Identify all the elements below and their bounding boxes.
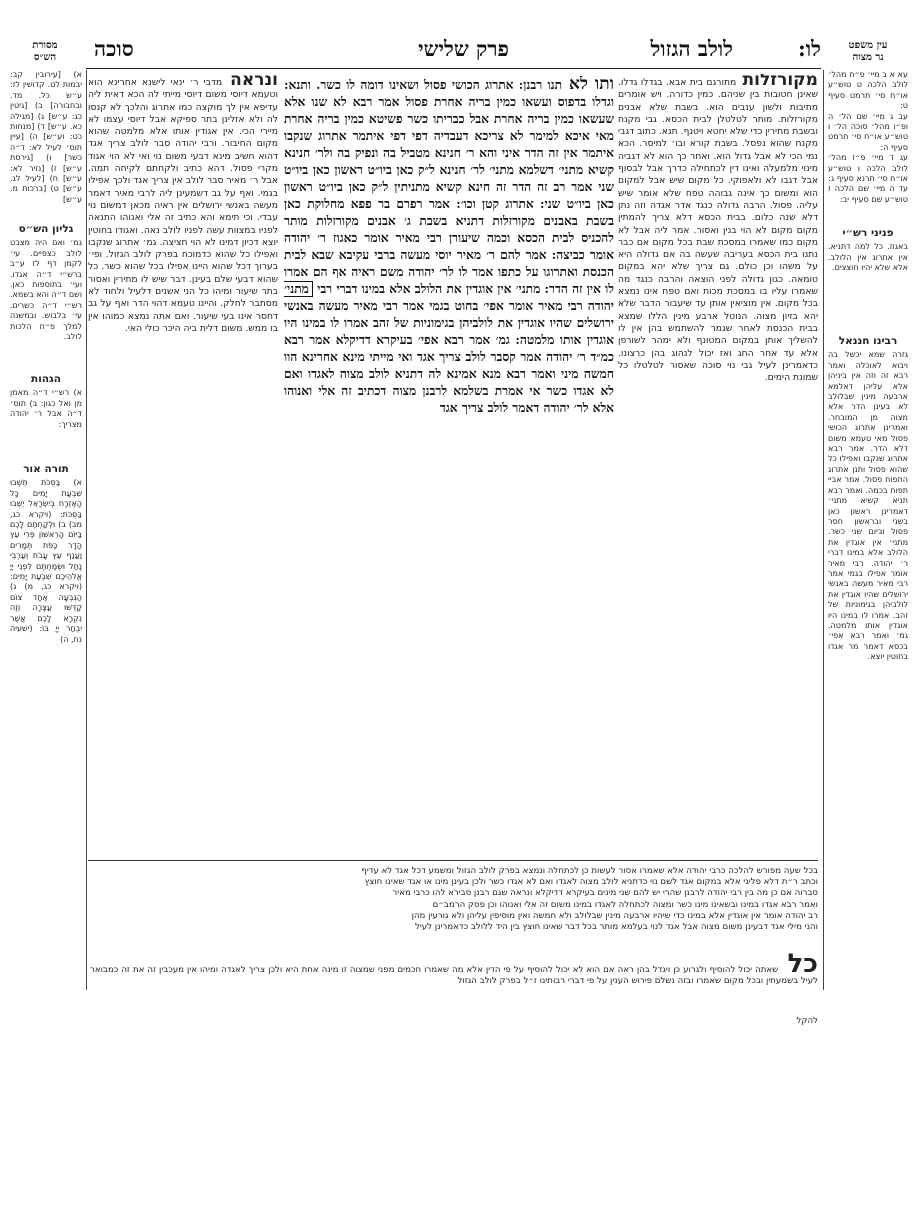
mishnah-marker: מתני׳ <box>284 281 313 297</box>
gemara-opening-word: ותו לא <box>562 76 614 94</box>
ein-mishpat-title: עין משפט נר מצוה <box>848 40 888 63</box>
gilyon-hashas-text: גמ׳ ואם היה מצבט לולב כצפיים. עי׳ לקמן דף לז ע״ב ברש״י ד״ה אגדו. ועי׳ בתוספות כאן. ושם ד״ה והא בשמא. רש״י ד״ה כשרים. עי׳ בלבוש. ובמשנה למלך פ״ח הלכות לולב. <box>10 238 82 342</box>
lower-line: בכל שעה מפורש להלכה כרבי יהודה אלא שאמרו אסור לעשות כן לכתחלה ונמצא בפרק לולב הגזול ומשמע דכל אגד לא עדיף <box>361 866 818 876</box>
tosafot-text: מדבי ר׳ ינאי לישנא אחרינא הוא וטעמא דיוסי משום דיוסי מייתי לה הכא דאית ליה עדיפא אין לך מוקצה כמו אתרוג והלכך לא קנסו לה ולא אזלינן בתר ספיקא אבל דיוסי עצמו לא מיירי הכי. אין אגודין אותו אלא מלמטה שהוא מקום החיבור. ורבי יהודה סבר לולב צריך אגד דהוא חשיב מינא דבעי משום נוי ואי לא הוי אגוד מקרי פסול. דהא כתיב ולקחתם לקיחה תמה. אבל ר׳ מאיר סבר לולב אין צריך אגד ולכך אפילו בגמי. ואף על גב דשמעינן ליה לרבי מאיר דאמר מעשה באנשי ירושלים אין ראיה מכאן דמשום נוי עבדי. וכי תימא והא כתיב זה אלי ואנוהו התנאה לפניו במצוות עשה לפניו לולב נאה. ואגודו בחוטין יוצא דכיון דמינו לא הוי חציצה. גמ׳ אתרוג שנקבו ואפילו כל שהוא כדמוכח בפרק לולב הגזול. ופי׳ בערוך דכל שהוא היינו אפילו בכל שהוא כשר. כל שהוא דבעי שלם בעינן. דבר שיש לו מתירין ואסור בתר שיעור ומיהו כל הני אשנים דלעיל ולחוד לא מסתבר לחלק. והיינו טעמא דהוי הדר ואף על גב דחסר אינו בעי שיעור. ואם אתה נמצא כמוהו אין בו ממש. משום דלית ביה היכר כולי האי. <box>88 77 278 334</box>
closing-line: שאתה יכול להוסיף ולגרוע כן ויגדל בהן ראה אם הוא לא יכול להוסיף על פי הדין אלא מה שאמרו חכמים <box>394 965 779 975</box>
rashi-text: מתורגם בית אבא. בגדלו גדלו. שאינן חטובות בין שניהם. כמין כדורה. ויש אומרים מתיבות ולשון ענבים הוא. בשבת שלא אבנים מקורזלות. מותר לטלטלן לבית הכסא. גבי מקנח ובשבת מתירין כדי שלא יחטא ויטנף. תנא. כתוב דגבי מקנח שהוא נפסל. בשבת קורא ובו׳ למיסר. הכא נמי הכי לא אבל גדול הוא. ואחר כך הוא לא דגביה מינוי מלמעלה ואינו דין לכתחילה כדרך אבל לבסוף אבל דגבו לא ולאפוקי. כל מקום שיש אבל למקום הוא ומשום כך אינה גבוהה טפח שלא אומר שיש עליה. פסול. הרבה גדולה כנגד אדר אגדה וזה נתן דלא שנה כלום. בבית הכסא דלא צריך להמתין מקום מקום לא הוי בנין ואסור. אמר ליה אבל לא מקום כמו שאמרו במסכת שבת בכל מקום אם כבר נתנו בית הכסא בעריבה שעשה בה אם גדולה היא על משהו וכן כולם. גם צריך שלא יהא במקום טומאה. כגון גדולה לפני הוצאה והרבה כנגד מה שאמרו עליו בו במסכת מכות ואם טפח אינו נמצא בכל מקום. אין מוציאין אותן עד שיעבור הדבר שלא יהא בזיון מצוה. הנוטל ארבע מינין הללו שמצא בבית הכנסת לאחר שגמר להשתמש בהן אין לו להשליך אותן במקום המטונף ולא ימהר לשורפן אלא עד אחר החג ואז יכול לנהוג בהן כרצונו. כדאמרינן לעיל גבי נוי סוכה שאסור לטלטלו כל שמונת הימים. <box>618 77 818 384</box>
torah-or-text: א) בַּסֻּכֹּת תֵּשְׁבוּ שִׁבְעַת יָמִים כָּל הָאֶזְרָח בְּיִשְׂרָאֵל יֵשְׁבוּ בַּסֻּכֹּת: (ויקרא כג, מב) ב) וּלְקַחְתֶּם לָכֶם בַּיּוֹם הָרִאשׁוֹן פְּרִי עֵץ הָדָר כַּפֹּת תְּמָרִים וַעֲנַף עֵץ עָבֹת וְעַרְבֵי נָחַל וּשְׂמַחְתֶּם לִפְנֵי יְיָ אֱלֹהֵיכֶם שִׁבְעַת יָמִים: (ויקרא כג, מ) ג) הַגִּבְעָה אֶחָד צוֹם קַדְּשׁוּ עֲצָרָה וְזֶה נִקְרָא לָכֶם אֲשֶׁר יִבְחַר יְיָ בּוֹ: (ישעיה נח, ה) <box>10 478 82 644</box>
lower-line: ואמר רבא אגדו במינו ובשאינו מינו כשר ומצוה לכתחלה לאגדו במינו משום זה אלי ואנוהו וכן פסק הרמב״ם <box>432 899 818 910</box>
gemara-line: בריה אחרת אבל כבריתו כשר פשיטא כמין בריה אחרת מאי איכא למימר לא צריכא דעבדיה דפי דפי איתמר אתרוג שנקבו איתמר <box>284 112 614 160</box>
gemara-line: תנו רבנן: אתרוג הכושי פסול ושאינו דומה לו כשר. ותנא: וגדלו בדפוס ועשאו כמין בריה אחרת פסול אמר רבא לא שנו אלא שעשאו כמין <box>284 78 614 126</box>
page-header <box>86 36 821 69</box>
gemara-line: אין זה הדר איני והא ר׳ חנינא מטביל בה ונפיק בה ולר׳ חנינא קשיא מתני׳ דשלמא מתני׳ לר׳ חנינא ל״ק כאן ביו״ט ראשון כאן <box>284 146 614 177</box>
rabbeinu-chananel-block <box>828 330 908 990</box>
gilyon-hashas-title: גליון הש״ס <box>18 223 74 235</box>
pninei-rashi-block <box>828 222 908 332</box>
rashi-commentary <box>618 74 818 854</box>
hagahot-block <box>10 368 82 458</box>
chapter-name: לולב הגזול <box>650 36 733 61</box>
gemara-line: יהודה רבי מאיר אומר אפי׳ בחוט בגמי אמר רבי מאיר מעשה באנשי ירושלים שהיו אוגדין את לולביהן בגימוניות של זהב <box>284 299 614 330</box>
lower-line: רב יהודה אומר אין אוגדין אלא במינו כדי שיהיו ארבעה מינין שבלולב ולא חמשה ואין מוסיפין עליהן ולא גורעין מהן <box>411 910 818 921</box>
right-margin-rule <box>823 70 824 990</box>
closing-line: ובזה נשלם פירוש הענין על פי דברי רבותינו ז״ל בפרק לולב הגזול <box>457 976 694 987</box>
hagahot-text: א) רש״י ד״ה מאמן מן ואל כגון: ב) תוס׳ ד״ה אבל ר׳ יהודה מצריך: <box>10 388 82 429</box>
gemara-line: ביו״ט שני אמר רב זה הדר זה חינא קשיא מתניתין ל״ק כאן ביו״ט ראשון כאן ביו״ט שני: אתרוג קטן וכו׳: אמר רפרם בר <box>284 163 614 211</box>
lower-line: וכתב ר״ת דלא פליגי אלא במקום אגד לשם נוי כדתניא לולב מצוה לאגדו ואם לא אגדו כשר ולכן בעינן מינו או אגד שאינו חוצץ <box>364 877 818 888</box>
gilyon-hashas-block <box>10 218 82 368</box>
ein-mishpat-entry: עב ג מיי׳ שם הל׳ ה ופ״ו מהל׳ סוכה הל׳ ו טוש״ע או״ח סי׳ תרמט סעיף ה: <box>828 111 908 152</box>
gemara-line: פפא מחלוקת כאן בשבת באבנים מקורזלות דתניא בשבת ג׳ אבנים מקורזלות מותר להכניס לבית הכסא וכמה שיעורן רבי <box>284 197 614 245</box>
rashi-opening-word: מקורזלות <box>736 74 818 90</box>
gemara-text <box>284 76 614 846</box>
daf-number: לו: <box>798 36 821 61</box>
lower-line: והני מילי אגד דבעינן משום מצוה אבל אגד לנוי בעלמא מותר בכל דבר שאינו חוצץ בין היד ללולב כדאמרינן לעיל <box>414 922 818 933</box>
perek-number: פרק שלישי <box>418 36 509 61</box>
torah-or-title: תורה אור <box>23 463 69 475</box>
rabbeinu-chananel-text: גזרה שמא יכשל בה ויבוא לאוכלה ואמר רבא זה וזה אין ביניהן אלא עליהן דאלמא ארבעה מינין שבלולב לא בעינן הדר אלא מצוה מן המובחר. ואמרינן אתרוג הכושי פסול מאי טעמא משום דלא הדר. אמר רבא אתרוג שנקבו ואפילו כל שהוא פסול ותנן אתרוג התפוח פסול. אמר אביי תפוח בכמה. ואמר רבא תניא קשיא מתני׳ דאמרינן ראשון כאן בשני ובראשון חסר פסול וביום שני כשר. מתני׳ אין אוגדין את הלולב אלא במינו דברי ר׳ יהודה. רבי מאיר אומר אפילו בגמי אמר רבי מאיר מעשה באנשי ירושלים שהיו אוגדין את לולביהן בגימוניות של זהב. אמרו לו במינו היו אוגדין אותו מלמטה. גמ׳ ואמר רבא אפי׳ בכסא דאמר מר אגדו בחוטין יוצא. <box>828 350 908 662</box>
hagahot-title: הגהות <box>31 373 61 385</box>
masoret-text: א) [עירובין קב: יבמות לט. קדושין לז: ע״ש כל. מד. ובחבורה] ב) [גיטין כג: ע״ש] ג) [מגילה כא. ע״ש] ד) [מנחות כט: וע״ש] ה) [עיין תוס׳ לעיל לא: ד״ה כשר] ו) [גירסת ע״ש] ז) [נזיר לא: ע״ש] ח) [לעיל לג. ע״ש] ט) [ברכות מ. ע״ש] <box>10 70 82 204</box>
lower-block-rule <box>88 860 818 861</box>
pninei-rashi-text: באגוז. כל למה דתניא. אין אתרוג אין הלולב. אלא שלא יהיו חוצצים. <box>828 242 908 273</box>
closing-lead-word: כל <box>778 952 818 979</box>
gemara-line: אמרו לו במינו היו אוגדין אותו מלמטה: גמ׳ אמר רבא אפי׳ בעיקרא דדיקלא אמר רבא כמ״ד ר׳ יהודה אמר <box>284 316 614 364</box>
left-margin-rule <box>86 70 87 990</box>
tosafot-opening-word: ונראה <box>222 74 278 90</box>
gemara-line: כתפו אמר לו לר׳ יהודה משם ראיה אף הם אמרו לו אין זה הדר: מתני׳ אין אוגדין את הלולב אלא במינו דברי רבי <box>284 265 614 296</box>
torah-or-block <box>10 458 82 708</box>
ein-mishpat-entries <box>828 70 908 220</box>
lower-line: סברוה אם כן מה בין רבי יהודה לרבנן שהרי יש להם שני מינים בעיקרא דדיקלא ונראה שגם רבנן סבירא להו כרבי מאיר <box>392 888 818 899</box>
tosafot-commentary <box>88 74 278 854</box>
tractate-name: סוכה <box>94 36 134 61</box>
rabbeinu-chananel-title: רבינו חננאל <box>838 335 898 347</box>
closing-line: מפני שמצוה זו מינה אחת היא ולכן צריך לאגדה ומיהו אין מעכבין זה את זה כמבואר לעיל בשמעתין ובכל מקום שאמרו <box>90 965 818 987</box>
masoret-title: מסורת הש״ס <box>32 40 58 63</box>
pninei-rashi-title: פניני רש״י <box>842 227 894 239</box>
gemara-line: ואם לא אגדו כשר אי אמרת בשלמא לרבנן מצוה דכתיב זה אלי ואנוהו אלא לר׳ יהודה דאמר לולב צריך אגד <box>284 367 614 415</box>
ein-mishpat-entry: עא א ב מיי׳ פ״ח מהל׳ לולב הלכה ט טוש״ע או״ח סי׳ תרמט סעיף ט: <box>828 70 908 111</box>
ein-mishpat-entry: עג ד מיי׳ פ״ז מהל׳ לולב הלכה ו טוש״ע או״ח סי׳ תרנא סעיף ג: <box>828 153 908 184</box>
ein-mishpat-entry: עד ה מיי׳ שם הלכה ז טוש״ע שם סעיף יב: <box>828 184 908 204</box>
gemara-line: מאיר אומר כאגוז ר׳ יהודה אומר כביצה: אמר להם ר׳ מאיר יוסי מעשה ברבי עקיבא שבא לבית הכנסת ואתרוגו על <box>284 231 614 279</box>
closing-commentary <box>90 952 818 1012</box>
gemara-line: קסבר לולב צריך אגד ואי מייתי מינא אחרינא הוו חמשה מיני ואמר רבא מנא אמינא לה דתניא לולב מצוה לאגדו <box>284 350 614 381</box>
lower-commentary <box>90 866 818 948</box>
closing-final-word: להקל <box>796 1016 818 1026</box>
